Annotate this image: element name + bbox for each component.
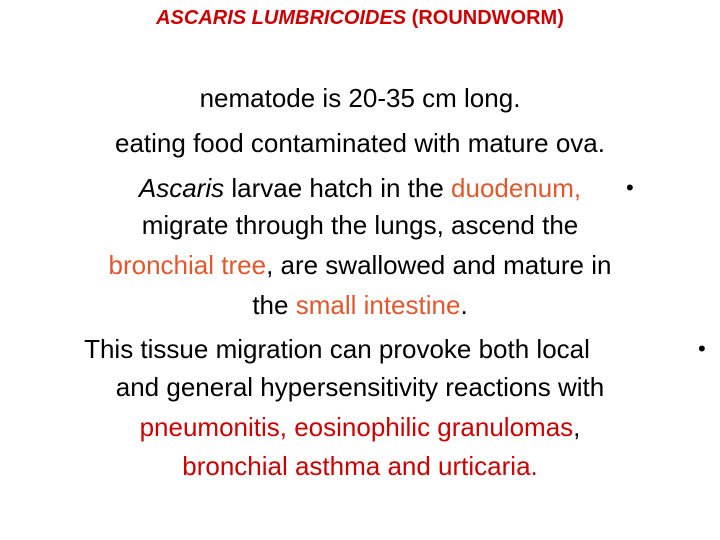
larvae-text: larvae hatch in the [224,173,452,203]
text-line-5 [0,249,720,281]
the-text: the [252,290,296,320]
period-text: . [460,290,468,320]
duodenum-term: duodenum, [451,173,582,203]
text-line-4: migrate through the lungs, ascend the [141,210,579,240]
small-intestine-term: small intestine [295,290,461,320]
slide-title [0,7,720,30]
swallowed-text: , are swallowed and mature in [266,250,612,280]
text-line-1: nematode is 20-35 cm long. [199,83,521,113]
text-line-2: eating food contaminated with mature ova. [115,128,605,158]
bullet-marker-2: • [698,336,706,361]
ascaris-term: Ascaris [138,173,225,203]
text-line-6 [0,289,720,321]
text-line-3 [0,172,720,204]
bullet-marker: • [626,175,634,200]
text-line-9 [0,411,720,443]
pneumonitis-term: pneumonitis, eosinophilic granulomas [139,412,574,442]
title-common-name: (ROUNDWORM) [406,7,564,29]
text-line-10: bronchial asthma and urticaria. [182,451,538,481]
title-species: ASCARIS LUMBRICOIDES [156,7,407,29]
bronchial-tree-term: bronchial tree [108,250,267,280]
comma-text: , [573,412,581,442]
text-line-8: and general hypersensitivity reactions with [115,372,605,402]
text-line-7: This tissue migration can provoke both local [84,334,590,364]
